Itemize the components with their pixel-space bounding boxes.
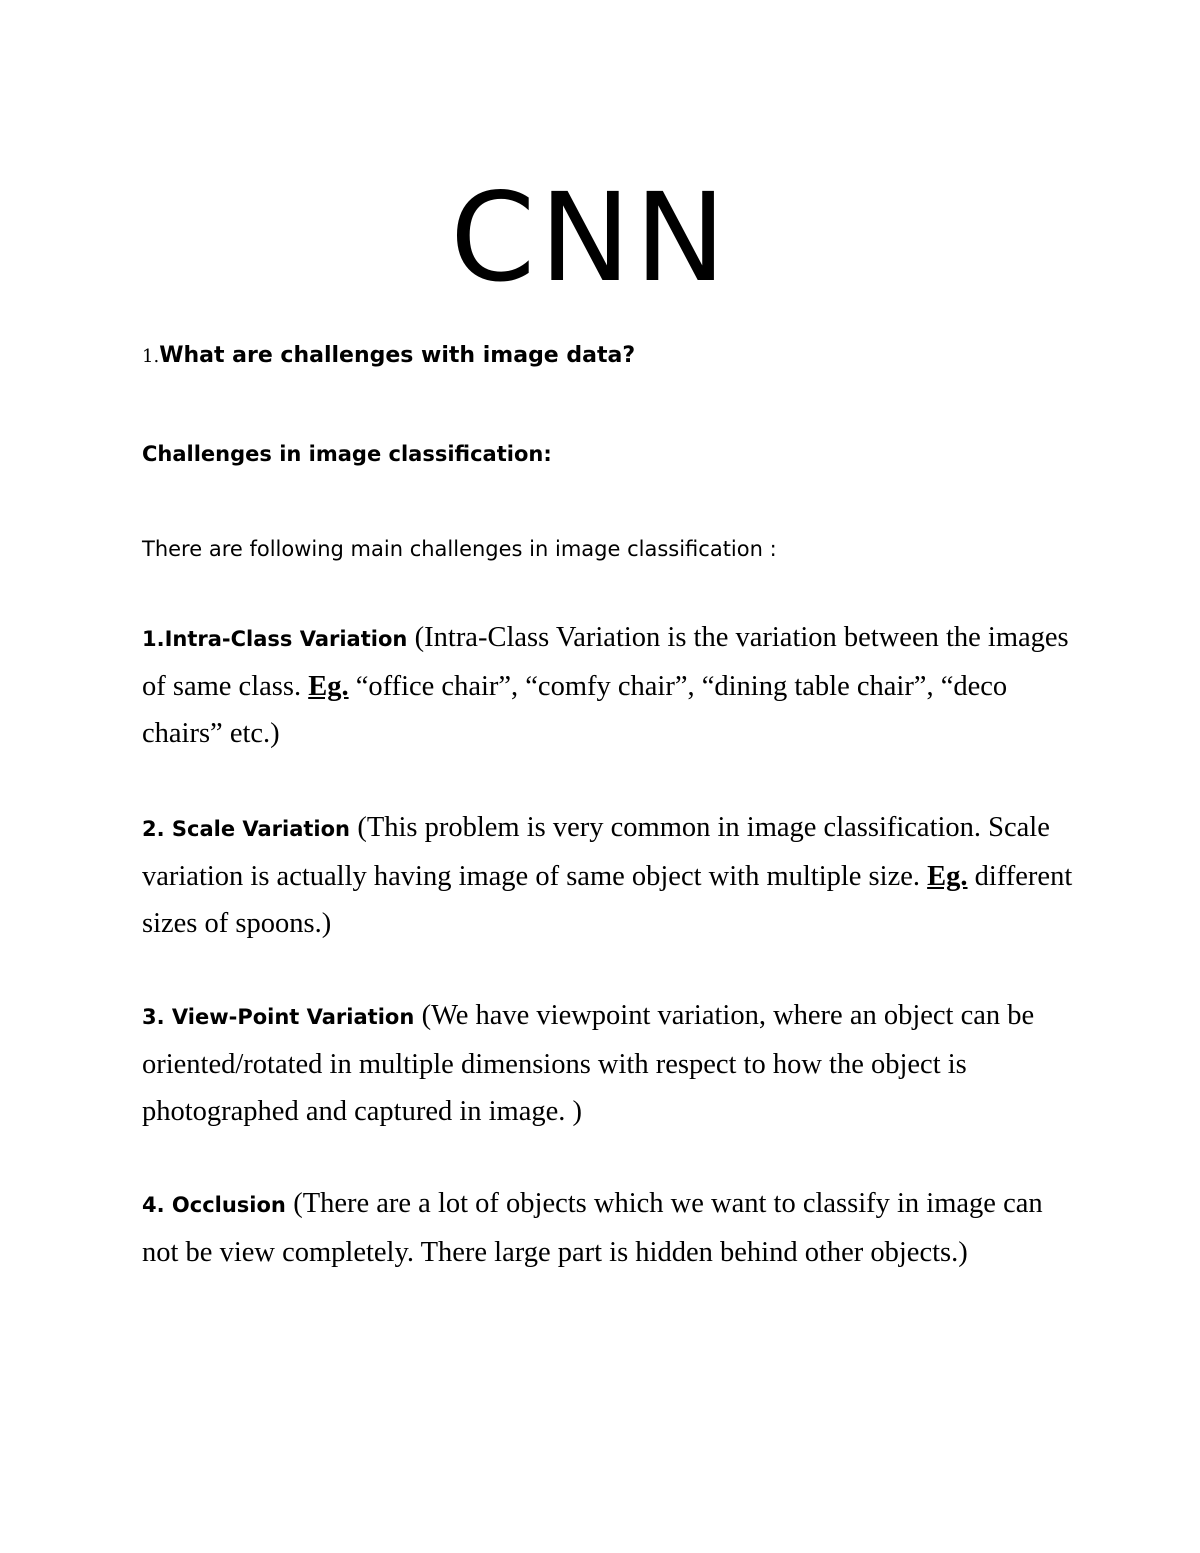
intro-paragraph: There are following main challenges in image classification : [142, 537, 777, 561]
question-text: What are challenges with image data? [159, 343, 636, 368]
example-marker: Eg. [927, 861, 968, 892]
example-marker: Eg. [308, 671, 349, 702]
challenge-text: We have viewpoint variation, where an object can be oriented/rotated in multiple dimensions with respect to how the object is photographed and captured in image. ) [142, 1000, 1035, 1127]
challenge-item-scale [142, 804, 1077, 947]
challenge-item-viewpoint [142, 992, 1077, 1135]
challenge-text: There are a lot of objects which we want to classify in image can not be view completely. There large part is hidden behind other objects.) [142, 1188, 1043, 1268]
challenge-item-occlusion [142, 1180, 1077, 1276]
challenge-label: 3. View-Point Variation [142, 1005, 422, 1029]
challenge-item-intra-class [142, 614, 1077, 757]
challenge-text: Intra-Class Variation is the variation between the images of same class. [142, 622, 1069, 702]
challenge-label: 2. Scale Variation [142, 817, 358, 841]
challenge-paren: ( [293, 1188, 303, 1219]
document-title: CNN [450, 167, 730, 309]
challenge-paren: ( [421, 1000, 432, 1031]
challenge-paren: ( [414, 622, 425, 653]
challenge-label: 4. Occlusion [142, 1193, 294, 1217]
challenge-paren: ( [357, 812, 367, 843]
question-line [142, 338, 1072, 375]
section-subheading: Challenges in image classification: [142, 442, 552, 466]
challenge-text-after: “office chair”, “comfy chair”, “dining table chair”, “deco chairs” etc.) [142, 671, 1008, 749]
challenge-text: This problem is very common in image classification. Scale variation is actually having image of same object with multiple size. [142, 812, 1050, 892]
challenge-label: 1.Intra-Class Variation [142, 627, 415, 651]
question-number: 1. [142, 346, 160, 367]
challenge-text-after: different sizes of spoons.) [142, 861, 1073, 939]
